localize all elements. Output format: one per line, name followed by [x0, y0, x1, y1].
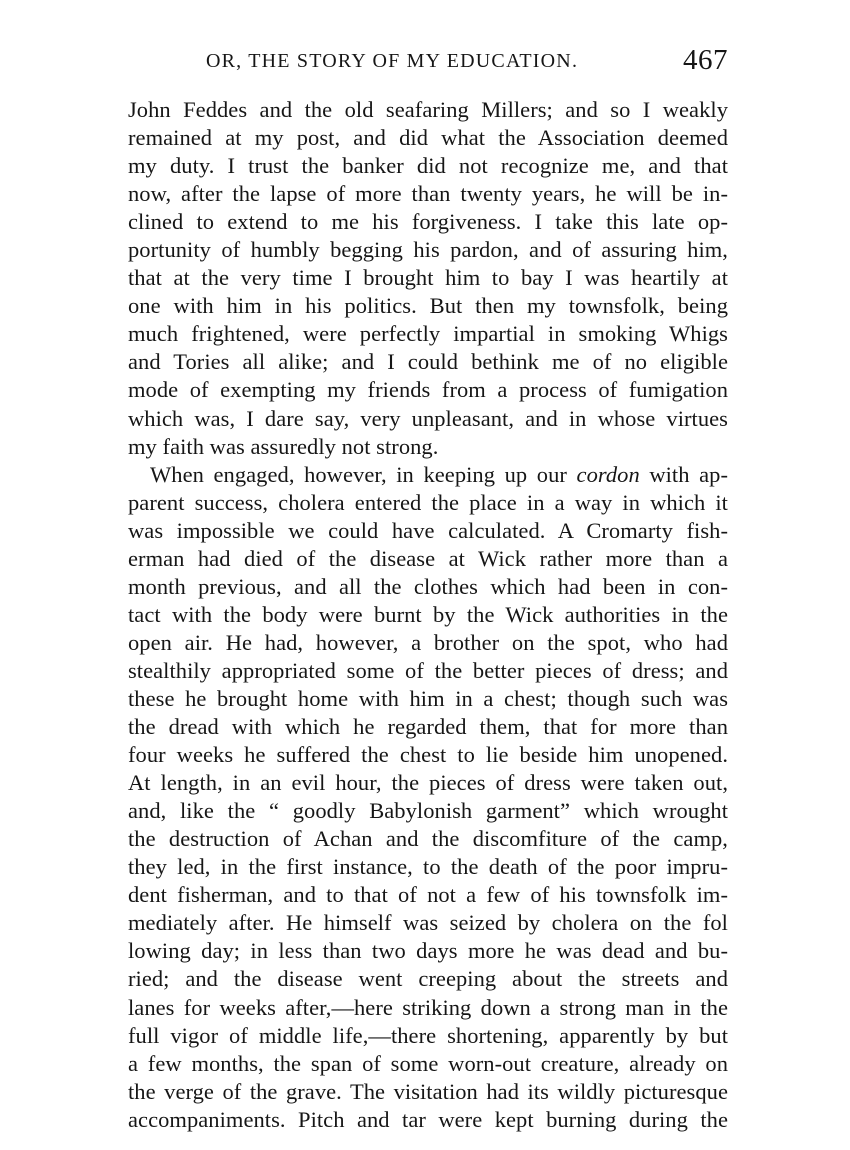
running-title: OR, THE STORY OF MY EDUCATION. [206, 50, 579, 72]
text-line: and Tories all alike; and I could bethink me of no eligible [128, 349, 728, 375]
text-run: with ap- [639, 461, 729, 487]
text-line: dent fisherman, and to that of not a few of his townsfolk im- [128, 882, 728, 908]
text-line: the dread with which he regarded them, that for more than [128, 714, 728, 740]
text-line: now, after the lapse of more than twenty years, he will be in- [128, 181, 728, 207]
text-line: my duty. I trust the banker did not recognize me, and that [128, 153, 728, 179]
text-line: portunity of humbly begging his pardon, and of assuring him, [128, 237, 728, 263]
text-line: remained at my post, and did what the Association deemed [128, 125, 728, 151]
paragraph-2 [128, 461, 728, 1134]
text-line: open air. He had, however, a brother on the spot, who had [128, 629, 728, 655]
text-line: ried; and the disease went creeping about the streets and [128, 966, 728, 992]
text-line: tact with the body were burnt by the Wick authorities in the [128, 601, 728, 627]
text-line: month previous, and all the clothes which had been in con- [128, 573, 728, 599]
text-line: and, like the “ goodly Babylonish garment” which wrought [128, 798, 728, 824]
italic-word: cordon [576, 461, 640, 487]
text-line: lowing day; in less than two days more he was dead and bu- [128, 938, 728, 964]
text-line: stealthily appropriated some of the better pieces of dress; and [128, 657, 728, 683]
text-line: lanes for weeks after,—here striking down a strong man in the [128, 994, 728, 1020]
text-line: At length, in an evil hour, the pieces of dress were taken out, [128, 770, 728, 796]
text-line: my faith was assuredly not strong. [128, 433, 439, 459]
text-run: When engaged, however, in keeping up our [150, 461, 577, 487]
text-line: that at the very time I brought him to bay I was heartily at [128, 265, 728, 291]
text-line-first [128, 461, 728, 489]
text-line: the destruction of Achan and the discomfiture of the camp, [128, 826, 728, 852]
text-line: the verge of the grave. The visitation had its wildly picturesque [128, 1078, 728, 1104]
text-line: which was, I dare say, very unpleasant, and in whose virtues [128, 405, 728, 431]
text-line: clined to extend to me his forgiveness. I take this late op- [128, 209, 728, 235]
body-text [128, 96, 728, 1134]
page-number: 467 [683, 44, 728, 76]
text-line: they led, in the first instance, to the death of the poor impru- [128, 854, 728, 880]
text-line: mode of exempting my friends from a process of fumigation [128, 377, 728, 403]
text-line: parent success, cholera entered the place in a way in which it [128, 489, 728, 515]
running-head [128, 44, 728, 84]
text-line: one with him in his politics. But then my townsfolk, being [128, 293, 728, 319]
text-line: four weeks he suffered the chest to lie beside him unopened. [128, 742, 728, 768]
paragraph-1 [128, 96, 728, 461]
text-line: mediately after. He himself was seized by cholera on the fol [128, 910, 728, 936]
text-line: much frightened, were perfectly impartial in smoking Whigs [128, 321, 728, 347]
text-line: erman had died of the disease at Wick rather more than a [128, 545, 728, 571]
text-line: a few months, the span of some worn-out creature, already on [128, 1050, 728, 1076]
text-line: these he brought home with him in a chest; though such was [128, 685, 728, 711]
text-line: John Feddes and the old seafaring Millers; and so I weakly [128, 97, 728, 122]
text-line: full vigor of middle life,—there shortening, apparently by but [128, 1022, 728, 1048]
text-line: accompaniments. Pitch and tar were kept burning during the [128, 1106, 728, 1132]
text-line: was impossible we could have calculated. A Cromarty fish- [128, 517, 728, 543]
